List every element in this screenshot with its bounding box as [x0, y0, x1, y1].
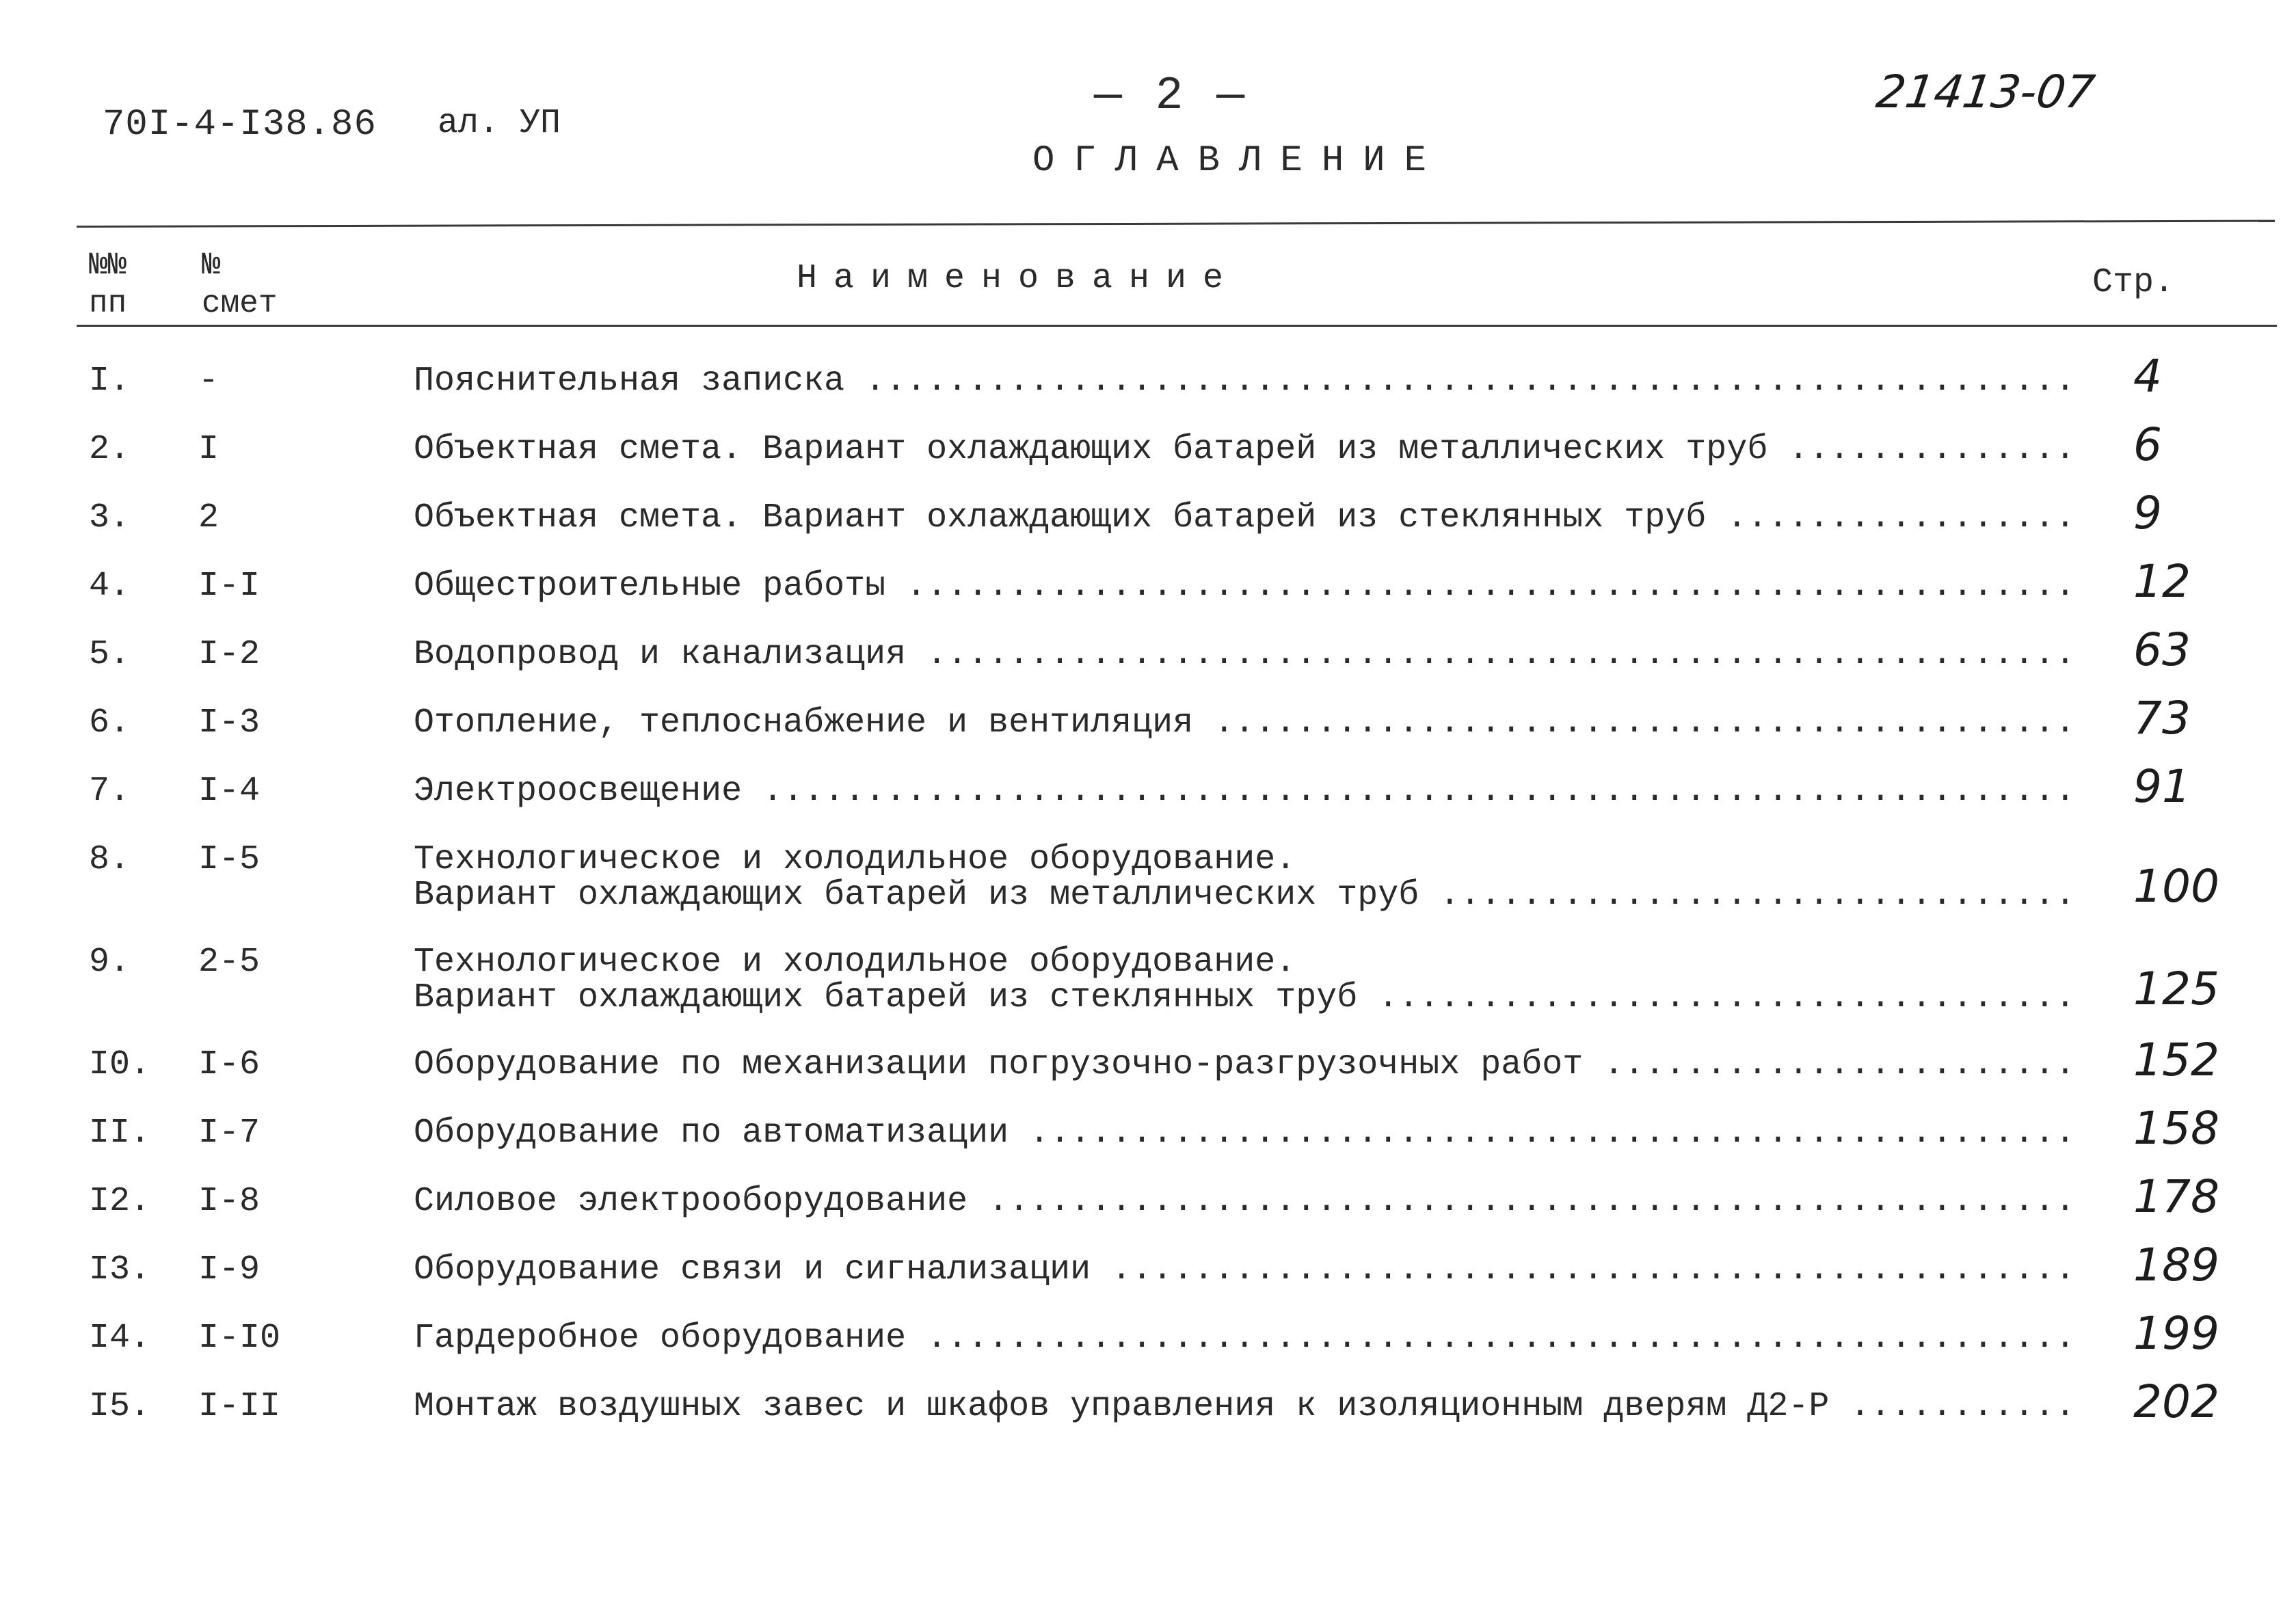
row-title — [414, 842, 2072, 913]
table-top-rule — [77, 220, 2275, 228]
row-title-line: Пояснительная записка ..... — [414, 364, 2072, 399]
row-number: 6. — [89, 703, 131, 742]
row-number: 4. — [89, 567, 131, 606]
row-title — [414, 1184, 2072, 1220]
row-estimate-number: I-4 — [198, 772, 261, 811]
row-title — [414, 1252, 2072, 1288]
row-number: 9. — [89, 943, 131, 982]
row-page-number: 63 — [2133, 623, 2191, 676]
row-title — [414, 1321, 2072, 1356]
column-header-number-line2: пп — [89, 286, 127, 321]
row-title-line: Оборудование по автоматизации ..... — [414, 1116, 2072, 1151]
row-page-number: 100 — [2133, 860, 2219, 913]
row-number: 8. — [89, 840, 131, 879]
row-title-line: Гардеробное оборудование ..... — [414, 1321, 2072, 1356]
row-title — [414, 569, 2072, 604]
row-estimate-number: I-3 — [198, 703, 261, 742]
sheet-label: ал. УП — [438, 104, 561, 143]
row-estimate-number: 2-5 — [198, 943, 261, 982]
row-title-line: Технологическое и холодильное оборудование. — [414, 842, 1296, 878]
row-title-line: Водопровод и канализация ..... — [414, 637, 2072, 673]
page-number: — 2 — — [1094, 70, 1248, 122]
row-title-line: Силовое электрооборудование ..... — [414, 1184, 2072, 1220]
row-page-number: 73 — [2133, 692, 2191, 744]
row-estimate-number: I-I0 — [198, 1319, 281, 1358]
row-number: I. — [89, 362, 131, 401]
column-header-page: Стр. — [2092, 263, 2175, 302]
row-page-number: 202 — [2133, 1375, 2219, 1428]
row-estimate-number: - — [198, 362, 219, 401]
row-title — [414, 774, 2072, 809]
row-title — [414, 706, 2072, 741]
column-header-estimate-line1: № — [202, 247, 221, 283]
row-title-line: Вариант охлаждающих батарей из стеклянных труб ..... — [414, 980, 2072, 1016]
row-title-line: Электроосвещение ..... — [414, 774, 2072, 809]
row-estimate-number: I-7 — [198, 1114, 261, 1153]
column-header-number — [89, 246, 126, 323]
row-title — [414, 432, 2072, 468]
row-title-line: Оборудование связи и сигнализации ..... — [414, 1252, 2072, 1288]
handwritten-inventory-number: 21413-07 — [1873, 66, 2098, 118]
row-title — [414, 1047, 2072, 1083]
row-estimate-number: 2 — [198, 498, 219, 537]
table-header-rule — [77, 325, 2277, 327]
row-estimate-number: I-II — [198, 1387, 281, 1426]
row-number: I5. — [89, 1387, 151, 1426]
row-title — [414, 1116, 2072, 1151]
row-page-number: 91 — [2133, 760, 2191, 813]
document-code: 70I-4-I38.86 — [103, 104, 377, 146]
row-number: I2. — [89, 1182, 151, 1221]
row-page-number: 189 — [2133, 1239, 2219, 1291]
row-page-number: 4 — [2133, 350, 2162, 403]
row-page-number: 178 — [2133, 1170, 2219, 1223]
row-number: I0. — [89, 1045, 151, 1084]
row-page-number: 9 — [2133, 487, 2162, 539]
row-title — [414, 637, 2072, 673]
row-title — [414, 945, 2072, 1016]
row-title-line: Оборудование по механизации погрузочно-разгрузочных работ ..... — [414, 1047, 2072, 1083]
row-page-number: 6 — [2133, 418, 2162, 471]
row-page-number: 125 — [2133, 963, 2219, 1015]
row-estimate-number: I-8 — [198, 1182, 261, 1221]
row-number: 5. — [89, 635, 131, 674]
row-estimate-number: I-6 — [198, 1045, 261, 1084]
row-estimate-number: I-9 — [198, 1250, 261, 1289]
row-estimate-number: I-5 — [198, 840, 261, 879]
row-page-number: 152 — [2133, 1034, 2219, 1086]
column-header-name: Наименование — [797, 259, 1240, 298]
row-number: 7. — [89, 772, 131, 811]
row-title-line: Вариант охлаждающих батарей из металлических труб ..... — [414, 878, 2072, 913]
column-header-number-line1: №№ — [89, 247, 127, 283]
row-title-line: Монтаж воздушных завес и шкафов управления к изоляционным дверям Д2-Р ..... — [414, 1389, 2072, 1425]
column-header-estimate-line2: смет — [202, 286, 278, 321]
row-number: 2. — [89, 430, 131, 469]
row-title-line: Объектная смета. Вариант охлаждающих батарей из металлических труб ..... — [414, 432, 2072, 468]
row-title-line: Общестроительные работы ..... — [414, 569, 2072, 604]
row-title — [414, 364, 2072, 399]
page-title: ОГЛАВЛЕНИЕ — [1032, 140, 1446, 182]
row-title — [414, 1389, 2072, 1425]
row-number: I4. — [89, 1319, 151, 1358]
row-number: I3. — [89, 1250, 151, 1289]
row-number: 3. — [89, 498, 131, 537]
row-title-line: Отопление, теплоснабжение и вентиляция ..... — [414, 706, 2072, 741]
row-title-line: Объектная смета. Вариант охлаждающих батарей из стеклянных труб ..... — [414, 500, 2072, 536]
row-title — [414, 500, 2072, 536]
row-number: II. — [89, 1114, 151, 1153]
row-estimate-number: I — [198, 430, 219, 469]
row-title-line: Технологическое и холодильное оборудование. — [414, 945, 1296, 980]
row-page-number: 12 — [2133, 555, 2191, 608]
column-header-estimate — [202, 246, 277, 323]
row-page-number: 158 — [2133, 1102, 2219, 1155]
row-page-number: 199 — [2133, 1307, 2219, 1360]
row-estimate-number: I-I — [198, 567, 261, 606]
row-estimate-number: I-2 — [198, 635, 261, 674]
